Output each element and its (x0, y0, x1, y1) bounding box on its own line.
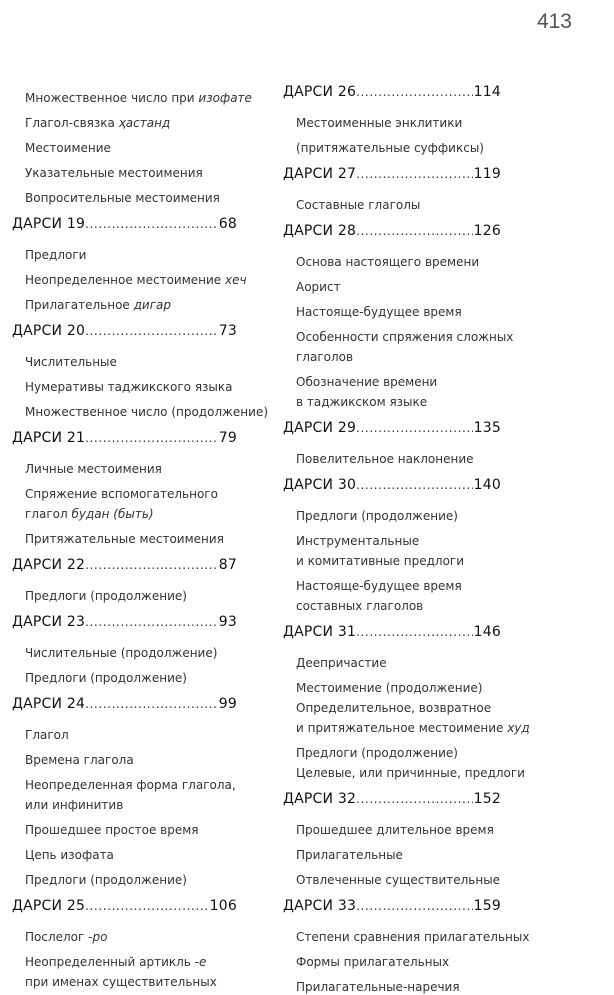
toc-subitem-continuation (283, 349, 501, 365)
text-fragment: Глагол (25, 728, 69, 742)
toc-subitem-continuation (283, 765, 525, 781)
text-fragment: Степени сравнения прилагательных (296, 930, 530, 944)
toc-subitem (12, 404, 269, 420)
toc-subitem (12, 140, 237, 156)
text-fragment: и комитативные предлоги (296, 554, 465, 568)
toc-subitem (12, 272, 247, 288)
text-fragment: Прилагательное (25, 298, 134, 312)
lesson-title: ДАРСИ 25 (12, 898, 86, 914)
lesson-page-number: 79 (218, 430, 237, 446)
text-fragment: Прилагательные-наречия (296, 980, 460, 994)
toc-subitem (12, 379, 237, 395)
text-fragment: Предлоги (продолжение) (25, 873, 187, 887)
lesson-page-number: 135 (473, 420, 501, 436)
text-fragment: Неопределенная форма глагола, (25, 778, 236, 792)
toc-subitem-continuation (12, 974, 237, 990)
toc-subitem (12, 531, 237, 547)
toc-subitem (12, 727, 237, 743)
lesson-title: ДАРСИ 31 (283, 624, 357, 640)
toc-subitem (283, 329, 514, 345)
toc-subitem (12, 190, 237, 206)
lesson-heading (283, 84, 501, 104)
italic-term: дигар (133, 298, 171, 312)
toc-subitem (283, 254, 501, 270)
text-fragment: Аорист (296, 280, 341, 294)
toc-subitem (12, 461, 237, 477)
lesson-heading (12, 898, 237, 918)
toc-subitem (283, 822, 501, 838)
toc-subitem-continuation (283, 598, 501, 614)
lesson-title: ДАРСИ 27 (283, 166, 357, 182)
lesson-page-number: 119 (473, 166, 501, 182)
text-fragment: Предлоги (продолжение) (25, 589, 187, 603)
dot-leader (356, 84, 473, 100)
lesson-page-number: 159 (473, 898, 501, 914)
text-fragment: Личные местоимения (25, 462, 162, 476)
toc-subitem (12, 954, 237, 970)
text-fragment: Повелительное наклонение (296, 452, 474, 466)
text-fragment: Формы прилагательных (296, 955, 450, 969)
text-fragment: Послелог (25, 930, 89, 944)
toc-subitem (283, 872, 501, 888)
text-fragment: Обозначение времени (296, 375, 438, 389)
lesson-title: ДАРСИ 22 (12, 557, 86, 573)
text-fragment: Числительные (25, 355, 117, 369)
lesson-heading (283, 477, 501, 497)
lesson-heading (283, 624, 501, 644)
lesson-page-number: 146 (473, 624, 501, 640)
text-fragment: Неопределенный артикль (25, 955, 195, 969)
toc-subitem (12, 752, 237, 768)
toc-subitem (283, 508, 501, 524)
text-fragment: Множественное число (продолжение) (25, 405, 269, 419)
toc-subitem (12, 486, 237, 502)
text-fragment: Спряжение вспомогательного (25, 487, 218, 501)
dot-leader (356, 791, 473, 807)
text-fragment: Нумеративы таджикского языка (25, 380, 233, 394)
text-fragment: Составные глаголы (296, 198, 421, 212)
lesson-heading (12, 557, 237, 577)
text-fragment: Основа настоящего времени (296, 255, 480, 269)
lesson-heading (283, 223, 501, 243)
lesson-page-number: 87 (218, 557, 237, 573)
text-fragment: Числительные (продолжение) (25, 646, 218, 660)
lesson-title: ДАРСИ 24 (12, 696, 86, 712)
text-fragment: Притяжательные местоимения (25, 532, 224, 546)
toc-subitem (283, 929, 530, 945)
toc-subitem (283, 680, 501, 696)
lesson-page-number: 152 (473, 791, 501, 807)
lesson-page-number: 140 (473, 477, 501, 493)
toc-subitem (12, 354, 237, 370)
page-number: 413 (536, 10, 572, 33)
toc-subitem (12, 297, 237, 313)
lesson-page-number: 68 (218, 216, 237, 232)
text-fragment: Настояще-будущее время (296, 305, 462, 319)
text-fragment: Глагол-связка (25, 116, 119, 130)
lesson-title: ДАРСИ 19 (12, 216, 86, 232)
lesson-page-number: 106 (209, 898, 237, 914)
italic-term: будан (быть) (71, 507, 154, 521)
toc-subitem-continuation (12, 797, 237, 813)
toc-subitem (12, 247, 237, 263)
lesson-title: ДАРСИ 32 (283, 791, 357, 807)
text-fragment: Местоимение (продолжение) (296, 681, 483, 695)
text-fragment: Особенности спряжения сложных (296, 330, 514, 344)
toc-subitem (283, 304, 501, 320)
text-fragment: Множественное число при (25, 91, 199, 105)
italic-term: изофате (198, 91, 252, 105)
lesson-heading (12, 323, 237, 343)
text-fragment: (притяжательные суффиксы) (296, 141, 484, 155)
text-fragment: глагол (25, 507, 72, 521)
text-fragment: Определительное, возвратное (296, 701, 492, 715)
dot-leader (85, 696, 218, 712)
toc-subitem (283, 374, 501, 390)
italic-term: ҳастанд (118, 116, 171, 130)
toc-subitem-continuation (12, 506, 237, 522)
toc-subitem (12, 929, 237, 945)
toc-subitem-continuation (283, 394, 501, 410)
text-fragment: Предлоги (25, 248, 87, 262)
toc-subitem (283, 533, 501, 549)
lesson-title: ДАРСИ 28 (283, 223, 357, 239)
toc-subitem (12, 847, 237, 863)
toc-subitem (12, 115, 237, 131)
lesson-heading (12, 430, 237, 450)
lesson-title: ДАРСИ 20 (12, 323, 86, 339)
text-fragment: составных глаголов (296, 599, 424, 613)
lesson-title: ДАРСИ 33 (283, 898, 357, 914)
lesson-heading (283, 420, 501, 440)
toc-subitem (12, 90, 252, 106)
toc-subitem (12, 165, 237, 181)
dot-leader (85, 614, 218, 630)
lesson-title: ДАРСИ 29 (283, 420, 357, 436)
toc-subitem-continuation (283, 553, 501, 569)
lesson-page-number: 73 (218, 323, 237, 339)
dot-leader (356, 477, 473, 493)
toc-subitem (12, 872, 237, 888)
toc-subitem-continuation (283, 720, 530, 736)
italic-term: худ (507, 721, 530, 735)
text-fragment: Предлоги (продолжение) (296, 509, 458, 523)
italic-term: хеч (225, 273, 247, 287)
toc-subitem (12, 670, 237, 686)
text-fragment: Отвлеченные существительные (296, 873, 501, 887)
toc-subitem (283, 279, 501, 295)
text-fragment: Инструментальные (296, 534, 420, 548)
text-fragment: Цепь изофата (25, 848, 114, 862)
italic-term: -ро (88, 930, 108, 944)
toc-subitem (283, 979, 501, 995)
lesson-heading (12, 614, 237, 634)
text-fragment: Местоименные энклитики (296, 116, 463, 130)
toc-subitem (283, 954, 501, 970)
lesson-heading (283, 166, 501, 186)
toc-subitem (283, 140, 501, 156)
text-fragment: Местоимение (25, 141, 111, 155)
dot-leader (356, 898, 473, 914)
lesson-page-number: 99 (218, 696, 237, 712)
lesson-title: ДАРСИ 21 (12, 430, 86, 446)
toc-subitem (12, 645, 237, 661)
toc-subitem (283, 578, 501, 594)
text-fragment: при именах существительных (25, 975, 217, 989)
toc-subitem (12, 777, 237, 793)
dot-leader (356, 166, 473, 182)
text-fragment: Настояще-будущее время (296, 579, 462, 593)
lesson-heading (12, 696, 237, 716)
text-fragment: Неопределенное местоимение (25, 273, 225, 287)
toc-subitem (283, 847, 501, 863)
text-fragment: и притяжательное местоимение (296, 721, 508, 735)
text-fragment: глаголов (296, 350, 354, 364)
dot-leader (85, 323, 218, 339)
italic-term: -е (194, 955, 207, 969)
text-fragment: Прошедшее простое время (25, 823, 199, 837)
text-fragment: Указательные местоимения (25, 166, 203, 180)
text-fragment: Вопросительные местоимения (25, 191, 220, 205)
text-fragment: Прилагательные (296, 848, 403, 862)
text-fragment: Деепричастие (296, 656, 387, 670)
lesson-page-number: 93 (218, 614, 237, 630)
lesson-page-number: 126 (473, 223, 501, 239)
lesson-heading (12, 216, 237, 236)
lesson-heading (283, 791, 501, 811)
text-fragment: или инфинитив (25, 798, 124, 812)
dot-leader (85, 898, 209, 914)
lesson-heading (283, 898, 501, 918)
dot-leader (85, 557, 218, 573)
text-fragment: Целевые, или причинные, предлоги (296, 766, 525, 780)
text-fragment: в таджикском языке (296, 395, 428, 409)
dot-leader (85, 216, 218, 232)
toc-subitem-continuation (283, 700, 501, 716)
toc-subitem (12, 822, 237, 838)
toc-subitem (283, 745, 501, 761)
toc-subitem (283, 115, 501, 131)
lesson-page-number: 114 (473, 84, 501, 100)
lesson-title: ДАРСИ 30 (283, 477, 357, 493)
lesson-title: ДАРСИ 23 (12, 614, 86, 630)
dot-leader (85, 430, 218, 446)
text-fragment: Времена глагола (25, 753, 134, 767)
toc-subitem (283, 197, 501, 213)
dot-leader (356, 420, 473, 436)
dot-leader (356, 223, 473, 239)
toc-subitem (283, 451, 501, 467)
text-fragment: Предлоги (продолжение) (296, 746, 458, 760)
text-fragment: Предлоги (продолжение) (25, 671, 187, 685)
text-fragment: Прошедшее длительное время (296, 823, 494, 837)
lesson-title: ДАРСИ 26 (283, 84, 357, 100)
dot-leader (356, 624, 473, 640)
toc-subitem (283, 655, 501, 671)
toc-subitem (12, 588, 237, 604)
